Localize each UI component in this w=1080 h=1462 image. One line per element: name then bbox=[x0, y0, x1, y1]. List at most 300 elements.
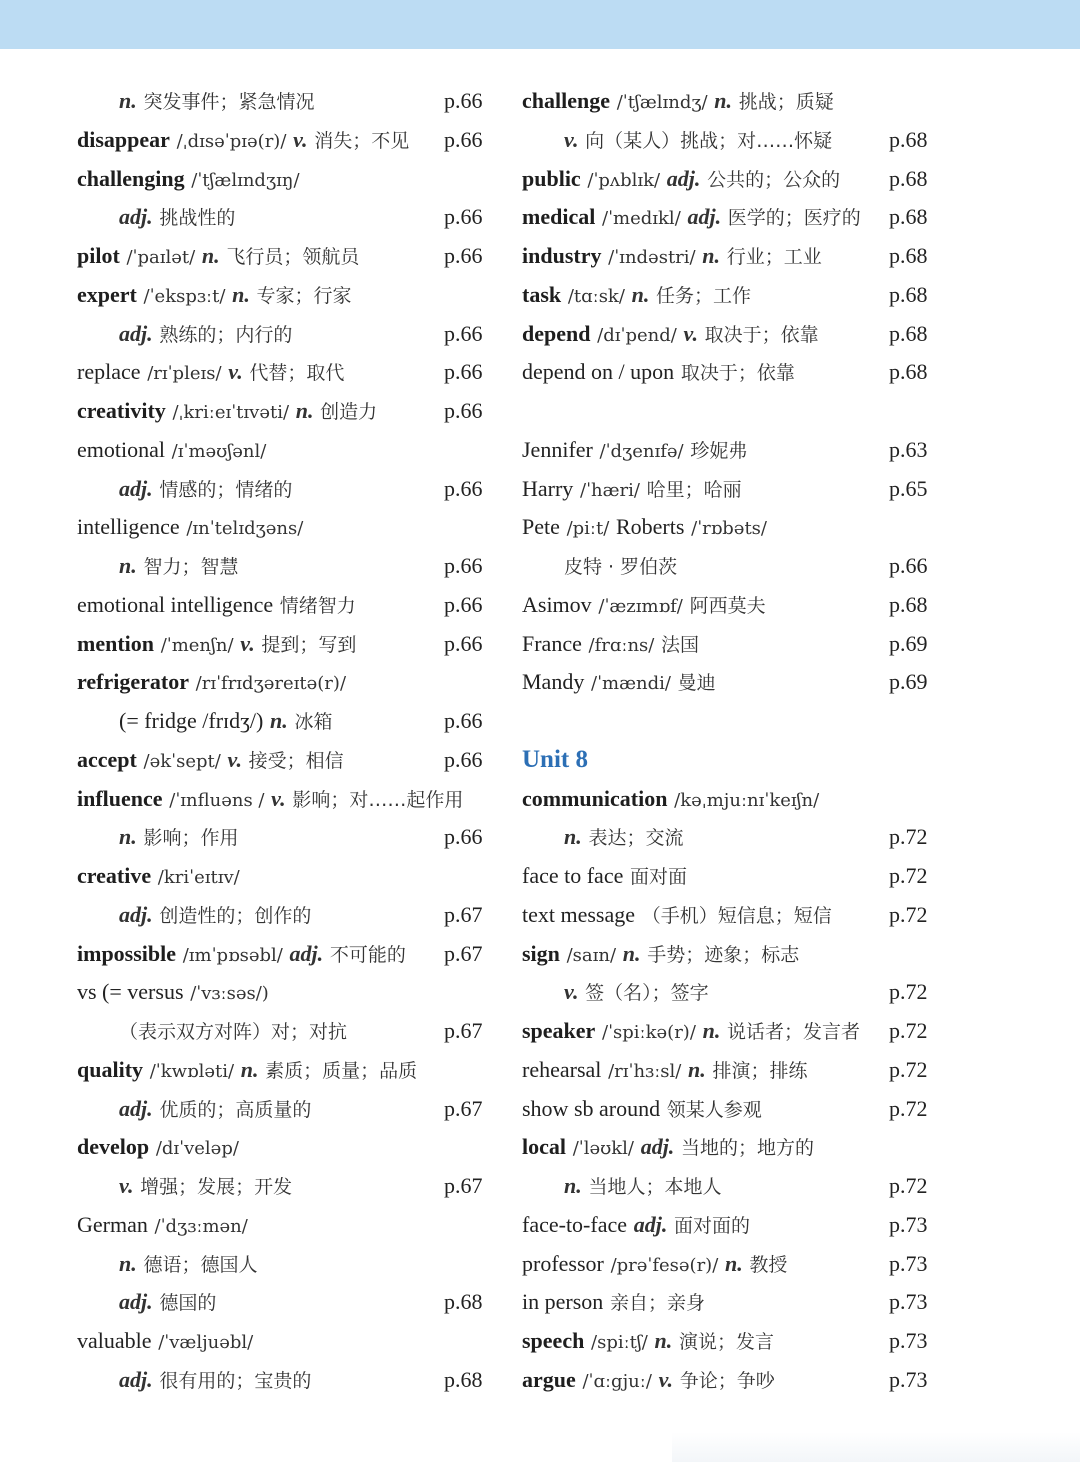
vocab-entry bbox=[77, 470, 497, 509]
vocab-entry bbox=[522, 121, 942, 160]
page-ref: p.73 bbox=[889, 1289, 928, 1315]
page-ref: p.66 bbox=[444, 746, 483, 772]
phonetic: /ˈɑːgjuː/ bbox=[582, 1370, 652, 1392]
part-of-speech: adj. bbox=[119, 1095, 153, 1121]
vocab-entry bbox=[522, 1128, 942, 1167]
page-ref: p.65 bbox=[889, 475, 928, 501]
page-ref: p.72 bbox=[889, 979, 928, 1005]
page-ref: p.68 bbox=[889, 359, 928, 385]
headword: quality bbox=[77, 1056, 144, 1082]
headword: France bbox=[522, 630, 582, 656]
entry-text bbox=[77, 547, 238, 587]
page-ref: p.66 bbox=[444, 591, 483, 617]
entry-text bbox=[77, 702, 332, 742]
definition: 冰箱 bbox=[294, 711, 333, 733]
blank-row bbox=[522, 392, 942, 431]
phonetic: /tɑːsk/ bbox=[567, 285, 625, 307]
definition: 手势；迹象；标志 bbox=[647, 943, 800, 966]
headword: accept bbox=[77, 746, 137, 772]
headword: emotional bbox=[77, 436, 165, 462]
vocab-entry bbox=[522, 1167, 942, 1206]
definition: 不可能的 bbox=[329, 943, 406, 966]
entry-note: (= fridge /frɪdʒ/) bbox=[119, 708, 264, 733]
phonetic: /ˈmedɪkl/ bbox=[602, 208, 681, 230]
definition: 智力；智慧 bbox=[143, 556, 239, 578]
page-ref: p.68 bbox=[889, 204, 928, 230]
vocab-entry bbox=[77, 82, 497, 121]
page-ref: p.72 bbox=[889, 1173, 928, 1198]
vocab-entry bbox=[77, 625, 497, 664]
definition: 很有用的；宝贵的 bbox=[159, 1369, 312, 1392]
definition: 增强；发展；开发 bbox=[140, 1176, 293, 1198]
headword: task bbox=[522, 281, 562, 307]
phonetic: /ˈkwɒləti/ bbox=[149, 1060, 235, 1082]
phonetic: /dɪˈveləp/ bbox=[155, 1138, 239, 1160]
page-ref: p.66 bbox=[444, 708, 483, 733]
part-of-speech: n. bbox=[119, 824, 137, 850]
part-of-speech: v. bbox=[564, 979, 579, 1005]
phonetic: /ˈvæljuəbl/ bbox=[158, 1332, 254, 1353]
definition: （手机）短信息；短信 bbox=[641, 904, 832, 927]
vocab-entry bbox=[522, 857, 942, 896]
part-of-speech: adj. bbox=[289, 940, 324, 966]
part-of-speech: adj. bbox=[119, 1366, 153, 1392]
definition: 影响；作用 bbox=[143, 827, 239, 850]
entry-text bbox=[77, 392, 377, 433]
vocab-entry bbox=[77, 896, 497, 935]
entry-text bbox=[522, 818, 683, 858]
vocab-entry bbox=[522, 237, 942, 276]
vocab-entry bbox=[77, 353, 497, 392]
definition: 情感的；情绪的 bbox=[159, 478, 293, 501]
definition: 飞行员；领航员 bbox=[226, 246, 360, 268]
part-of-speech: n. bbox=[714, 88, 733, 113]
vocab-entry bbox=[522, 1283, 942, 1322]
entry-text bbox=[522, 121, 832, 161]
part-of-speech: adj. bbox=[119, 204, 153, 230]
headword: replace bbox=[77, 359, 141, 385]
part-of-speech: n. bbox=[724, 1250, 743, 1276]
top-band bbox=[0, 0, 1080, 49]
phonetic: /ˈdʒɜːmən/ bbox=[154, 1215, 248, 1237]
phonetic: /ˌkriːeɪˈtɪvəti/ bbox=[172, 402, 290, 423]
page-ref: p.66 bbox=[444, 204, 483, 230]
vocab-entry bbox=[77, 973, 497, 1012]
headword: challenging bbox=[77, 165, 185, 191]
part-of-speech: v. bbox=[271, 785, 286, 811]
phonetic: /ˈtʃælɪndʒ/ bbox=[616, 92, 708, 113]
part-of-speech: adj. bbox=[640, 1134, 675, 1160]
definition: 接受；相信 bbox=[248, 749, 344, 772]
definition: 消失；不见 bbox=[314, 129, 410, 152]
vocab-entry bbox=[522, 1012, 942, 1051]
vocab-entry bbox=[522, 625, 942, 664]
entry-text bbox=[522, 896, 832, 936]
part-of-speech: v. bbox=[228, 359, 243, 385]
page-ref: p.66 bbox=[444, 475, 483, 501]
phonetic: /ˈləʊkl/ bbox=[572, 1138, 634, 1160]
page-ref: p.72 bbox=[889, 1095, 928, 1121]
vocab-entry bbox=[522, 1090, 942, 1129]
entry-text bbox=[77, 818, 238, 858]
entry-text bbox=[522, 1206, 750, 1246]
definition: 德语；德国人 bbox=[143, 1253, 258, 1276]
part-of-speech: n. bbox=[201, 243, 220, 268]
headword: impossible bbox=[77, 940, 177, 966]
vocab-entry bbox=[77, 702, 497, 741]
page-ref: p.66 bbox=[444, 359, 483, 385]
part-of-speech: n. bbox=[631, 281, 650, 307]
phonetic: /ˈspiːkə(r)/ bbox=[602, 1022, 696, 1043]
entry-text bbox=[77, 315, 292, 355]
headword: expert bbox=[77, 281, 137, 307]
phonetic: /ˈtʃælɪndʒɪŋ/ bbox=[191, 169, 300, 191]
part-of-speech: n. bbox=[119, 1250, 137, 1276]
part-of-speech: v. bbox=[564, 126, 579, 152]
page-ref: p.67 bbox=[444, 901, 483, 927]
page-ref: p.68 bbox=[889, 126, 928, 152]
part-of-speech: n. bbox=[702, 243, 721, 268]
vocab-entry bbox=[522, 1361, 942, 1400]
page-ref: p.66 bbox=[444, 88, 483, 113]
definition: 素质；质量；品质 bbox=[265, 1059, 418, 1082]
vocab-entry bbox=[77, 663, 497, 702]
phonetic: /frɑːns/ bbox=[588, 634, 655, 656]
phonetic: /əkˈsept/ bbox=[143, 750, 221, 772]
entry-text bbox=[522, 857, 687, 897]
definition: 珍妮弗 bbox=[690, 439, 748, 462]
definition: 排演；排练 bbox=[712, 1059, 808, 1082]
page-ref: p.68 bbox=[444, 1289, 483, 1315]
entry-text bbox=[522, 1051, 807, 1092]
part-of-speech: n. bbox=[564, 1173, 582, 1198]
headword: local bbox=[522, 1134, 566, 1160]
definition: 争论；争吵 bbox=[679, 1369, 775, 1392]
vocab-entry bbox=[77, 586, 497, 625]
vocab-entry bbox=[522, 1051, 942, 1090]
vocab-entry bbox=[522, 82, 942, 121]
headword: professor bbox=[522, 1250, 604, 1276]
entry-text bbox=[77, 1206, 248, 1247]
headword: speaker bbox=[522, 1018, 596, 1043]
vocab-entry bbox=[522, 315, 942, 354]
page-ref: p.68 bbox=[889, 591, 928, 617]
entry-text bbox=[522, 1361, 775, 1402]
definition: 突发事件；紧急情况 bbox=[143, 91, 315, 113]
phonetic: /ˈhæri/ bbox=[580, 479, 640, 501]
vocab-entry bbox=[522, 586, 942, 625]
definition: 当地的；地方的 bbox=[681, 1137, 815, 1160]
definition: 挑战性的 bbox=[159, 207, 236, 230]
entry-text bbox=[522, 1245, 787, 1286]
vocab-entry bbox=[522, 973, 942, 1012]
headword: sign bbox=[522, 940, 560, 966]
vocab-entry bbox=[522, 1245, 942, 1284]
entry-text bbox=[522, 198, 861, 239]
definition: 签（名）；签字 bbox=[585, 982, 709, 1005]
part-of-speech: n. bbox=[119, 88, 137, 113]
vocab-entry bbox=[77, 1012, 497, 1051]
headword: influence bbox=[77, 785, 163, 811]
part-of-speech: n. bbox=[240, 1056, 259, 1082]
phonetic: /rɪˈhɜːsl/ bbox=[608, 1060, 682, 1082]
vocab-entry bbox=[522, 198, 942, 237]
vocab-entry bbox=[522, 935, 942, 974]
vocab-entry bbox=[77, 237, 497, 276]
entry-text bbox=[77, 160, 300, 201]
vocab-entry bbox=[77, 935, 497, 974]
entry-text bbox=[522, 1012, 860, 1053]
vocab-entry bbox=[77, 547, 497, 586]
part-of-speech: v. bbox=[683, 320, 698, 346]
definition: 挑战；质疑 bbox=[738, 91, 834, 113]
definition: 亲自；亲身 bbox=[609, 1292, 705, 1315]
part-of-speech: n. bbox=[295, 398, 314, 423]
vocab-entry bbox=[77, 857, 497, 896]
part-of-speech: n. bbox=[622, 940, 641, 966]
phonetic: /ɪnˈtelɪdʒəns/ bbox=[186, 518, 304, 540]
definition: 创造力 bbox=[320, 401, 378, 423]
page-ref: p.68 bbox=[889, 165, 928, 191]
page-ref: p.72 bbox=[889, 1018, 928, 1043]
page-ref: p.66 bbox=[444, 553, 483, 578]
vocab-entry bbox=[522, 780, 942, 819]
part-of-speech: adj. bbox=[119, 320, 153, 346]
entry-text bbox=[522, 973, 709, 1013]
definition: 面对面 bbox=[630, 866, 688, 888]
phonetic: /ˈɪndəstri/ bbox=[608, 247, 696, 268]
page-ref: p.66 bbox=[444, 630, 483, 656]
part-of-speech: adj. bbox=[119, 1289, 153, 1315]
entry-text bbox=[522, 1322, 774, 1363]
vocab-entry bbox=[522, 431, 942, 470]
headword: refrigerator bbox=[77, 669, 189, 695]
page-ref: p.66 bbox=[444, 824, 483, 850]
headword: industry bbox=[522, 243, 602, 268]
entry-text bbox=[77, 935, 406, 976]
entry-text bbox=[77, 1245, 257, 1285]
headword: text message bbox=[522, 901, 636, 927]
definition: 创造性的；创作的 bbox=[159, 904, 312, 927]
vocab-entry bbox=[77, 1322, 497, 1361]
definition: 影响；对……起作用 bbox=[292, 788, 464, 811]
headword: depend bbox=[522, 320, 591, 346]
part-of-speech: v. bbox=[240, 630, 255, 656]
phonetic: /kəˌmjuːnɪˈkeɪʃn/ bbox=[674, 789, 820, 811]
headword: German bbox=[77, 1211, 148, 1237]
entry-text bbox=[522, 508, 767, 549]
entry-text bbox=[77, 1012, 347, 1052]
entry-text bbox=[522, 237, 822, 278]
part-of-speech: n. bbox=[270, 708, 288, 733]
definition: 说话者；发言者 bbox=[727, 1021, 861, 1043]
headword: disappear bbox=[77, 126, 170, 152]
entry-text bbox=[77, 857, 240, 898]
entry-text bbox=[522, 1283, 705, 1323]
part-of-speech: v. bbox=[227, 746, 242, 772]
entry-text bbox=[522, 663, 716, 704]
page-ref: p.72 bbox=[889, 863, 928, 888]
page-ref: p.73 bbox=[889, 1211, 928, 1237]
vocabulary-column-right bbox=[522, 82, 942, 1400]
entry-text bbox=[77, 237, 359, 278]
page-ref: p.66 bbox=[889, 553, 928, 578]
definition: 熟练的；内行的 bbox=[159, 323, 293, 346]
part-of-speech: n. bbox=[702, 1018, 721, 1043]
unit-heading: Unit 8 bbox=[522, 745, 588, 773]
headword: face-to-face bbox=[522, 1211, 628, 1237]
entry-text bbox=[77, 82, 314, 122]
headword: face to face bbox=[522, 863, 624, 888]
vocab-entry bbox=[522, 1206, 942, 1245]
page-ref: p.66 bbox=[444, 243, 483, 268]
vocab-entry bbox=[77, 1283, 497, 1322]
phonetic-second: /ˈrɒbəts/ bbox=[691, 518, 767, 540]
phonetic: /ˈpʌblɪk/ bbox=[587, 169, 661, 191]
definition: 面对面的 bbox=[674, 1214, 751, 1237]
definition: 医学的；医疗的 bbox=[727, 207, 861, 230]
part-of-speech: adj. bbox=[666, 165, 701, 191]
part-of-speech: n. bbox=[564, 824, 582, 850]
entry-text bbox=[77, 780, 463, 821]
entry-text bbox=[77, 121, 409, 162]
headword: depend on / upon bbox=[522, 359, 675, 385]
definition: 教授 bbox=[749, 1253, 788, 1276]
headword: creativity bbox=[77, 398, 166, 423]
phonetic: /prəˈfesə(r)/ bbox=[610, 1254, 719, 1276]
vocab-entry bbox=[77, 1090, 497, 1129]
vocabulary-column-left bbox=[77, 82, 497, 1400]
phonetic: /ˈmenʃn/ bbox=[160, 634, 234, 656]
vocab-entry bbox=[77, 315, 497, 354]
entry-text bbox=[77, 741, 344, 782]
entry-text bbox=[77, 625, 356, 666]
part-of-speech: adj. bbox=[119, 475, 153, 501]
headword: Mandy bbox=[522, 669, 585, 695]
phonetic: /rɪˈfrɪdʒəreɪtə(r)/ bbox=[195, 673, 347, 695]
vocab-entry bbox=[77, 818, 497, 857]
page-ref: p.72 bbox=[889, 824, 928, 850]
entry-text bbox=[77, 353, 344, 394]
phonetic: /kriˈeɪtɪv/ bbox=[157, 867, 240, 888]
vocab-entry bbox=[522, 663, 942, 702]
vocab-entry bbox=[77, 1245, 497, 1284]
definition: 取决于；依靠 bbox=[704, 323, 819, 346]
entry-text bbox=[77, 1283, 216, 1323]
definition: 提到；写到 bbox=[261, 633, 357, 656]
part-of-speech: v. bbox=[293, 126, 308, 152]
page-ref: p.67 bbox=[444, 1173, 483, 1198]
definition: 德国的 bbox=[159, 1292, 217, 1315]
vocab-entry bbox=[522, 1322, 942, 1361]
vocab-entry bbox=[77, 780, 497, 819]
headword: creative bbox=[77, 863, 152, 888]
headword: speech bbox=[522, 1328, 585, 1353]
headword-second: Roberts bbox=[615, 514, 685, 540]
vocab-entry bbox=[77, 1206, 497, 1245]
vocab-entry bbox=[522, 160, 942, 199]
definition: 专家；行家 bbox=[256, 284, 352, 307]
definition: 皮特 · 罗伯茨 bbox=[564, 556, 678, 578]
definition: 公共的；公众的 bbox=[707, 168, 841, 191]
page-ref: p.66 bbox=[444, 320, 483, 346]
entry-text bbox=[77, 1361, 311, 1401]
vocab-entry bbox=[77, 276, 497, 315]
entry-text bbox=[77, 508, 303, 549]
phonetic: /piːt/ bbox=[566, 518, 610, 540]
definition: 任务；工作 bbox=[656, 284, 752, 307]
phonetic: /saɪn/ bbox=[566, 944, 617, 966]
page-ref: p.66 bbox=[444, 126, 483, 152]
page-ref: p.69 bbox=[889, 630, 928, 656]
entry-text bbox=[77, 663, 346, 704]
phonetic: /ˈdʒenɪfə/ bbox=[599, 440, 684, 462]
definition: 当地人；本地人 bbox=[588, 1176, 722, 1198]
part-of-speech: adj. bbox=[119, 901, 153, 927]
page-ref: p.72 bbox=[889, 1056, 928, 1082]
vocab-entry bbox=[77, 431, 497, 470]
phonetic: /dɪˈpend/ bbox=[597, 324, 677, 346]
entry-text bbox=[77, 1051, 417, 1092]
definition: 演说；发言 bbox=[678, 1331, 774, 1353]
part-of-speech: n. bbox=[119, 553, 137, 578]
phonetic: /spiːtʃ/ bbox=[591, 1332, 648, 1353]
blank-row bbox=[522, 702, 942, 741]
vocab-entry bbox=[522, 896, 942, 935]
headword: medical bbox=[522, 204, 596, 230]
page-ref: p.68 bbox=[444, 1366, 483, 1392]
headword: pilot bbox=[77, 243, 120, 268]
definition: 向（某人）挑战；对……怀疑 bbox=[585, 129, 833, 152]
page-ref: p.72 bbox=[889, 901, 928, 927]
entry-text bbox=[77, 1167, 292, 1207]
entry-text bbox=[522, 1090, 762, 1130]
entry-text bbox=[77, 431, 266, 472]
definition: 表达；交流 bbox=[588, 827, 684, 850]
headword: develop bbox=[77, 1134, 150, 1160]
entry-text bbox=[522, 935, 799, 976]
headword: show sb around bbox=[522, 1095, 661, 1121]
phonetic: /ˈmændi/ bbox=[591, 673, 671, 695]
definition: 曼迪 bbox=[677, 672, 716, 695]
phonetic: /ɪmˈpɒsəbl/ bbox=[182, 944, 283, 966]
entry-text bbox=[522, 82, 834, 123]
entry-text bbox=[522, 431, 747, 472]
headword: Asimov bbox=[522, 591, 592, 617]
definition: 哈里；哈丽 bbox=[646, 478, 742, 501]
headword: argue bbox=[522, 1366, 576, 1392]
headword: Jennifer bbox=[522, 436, 593, 462]
vocab-entry bbox=[522, 818, 942, 857]
entry-text bbox=[522, 276, 751, 317]
part-of-speech: n. bbox=[688, 1056, 706, 1082]
headword: rehearsal bbox=[522, 1056, 602, 1082]
unit-heading-row bbox=[522, 741, 942, 780]
entry-text bbox=[522, 586, 766, 627]
vocab-entry bbox=[77, 160, 497, 199]
vocab-entry bbox=[77, 198, 497, 237]
entry-text bbox=[522, 741, 588, 780]
page-ref: p.68 bbox=[889, 243, 928, 268]
page-ref: p.73 bbox=[889, 1250, 928, 1276]
entry-text bbox=[522, 625, 699, 666]
headword: challenge bbox=[522, 88, 610, 113]
headword: communication bbox=[522, 785, 668, 811]
headword: vs (= versus bbox=[77, 979, 184, 1005]
entry-text bbox=[522, 1167, 721, 1207]
headword: in person bbox=[522, 1289, 604, 1315]
vocab-entry bbox=[77, 121, 497, 160]
